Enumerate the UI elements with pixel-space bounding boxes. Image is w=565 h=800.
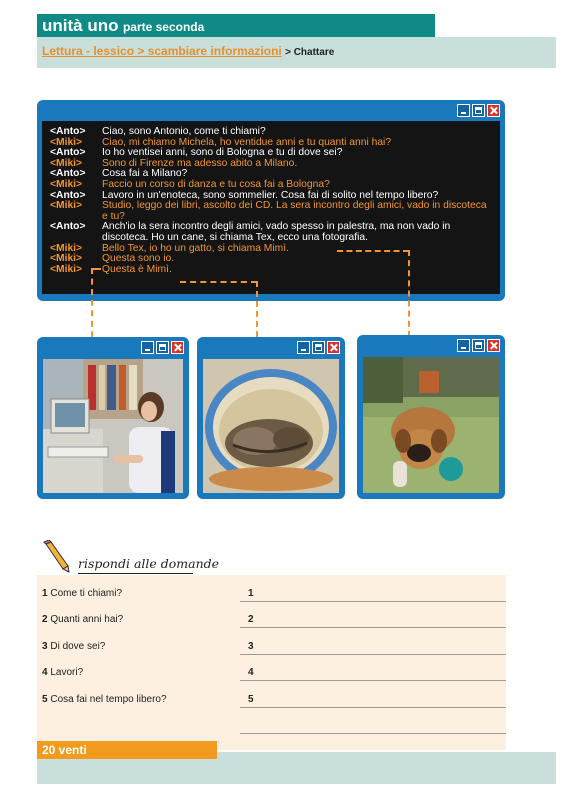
chat-nickname: <Miki> (50, 178, 83, 190)
answer-line[interactable] (240, 601, 506, 602)
chat-text: Io ho ventisei anni, sono di Bologna e tu di dove sei? (102, 147, 343, 159)
chat-message (50, 222, 490, 243)
answer-line[interactable] (240, 733, 506, 734)
pencil-icon (38, 540, 72, 574)
chat-nickname: <Miki> (50, 157, 83, 169)
chat-nickname: <Anto> (50, 168, 86, 180)
photo-window-dog (357, 335, 505, 499)
question-number: 5 (42, 694, 48, 705)
photo-window-cat (197, 337, 345, 499)
chat-nickname: <Anto> (50, 221, 86, 233)
chat-text: Faccio un corso di danza e tu cosa fai a Bologna? (102, 178, 330, 190)
chat-text: Anch'io la sera incontro degli amici, vado spesso in palestra, ma non vado in discoteca. Ho un cane, si chiama Tex, ecco una fotografia. (102, 221, 451, 243)
question-text (42, 614, 123, 625)
connector-line (180, 281, 257, 283)
photo-dog-with-ball (363, 357, 499, 493)
connector-line (91, 268, 93, 348)
connector-line (337, 250, 409, 252)
unit-title-part: parte seconda (122, 20, 205, 34)
window-controls (457, 339, 500, 352)
maximize-icon[interactable] (156, 341, 169, 354)
chat-nickname: <Anto> (50, 189, 86, 201)
question-text (42, 641, 105, 652)
answer-number: 4 (248, 667, 254, 678)
unit-title (42, 14, 204, 37)
chat-message (50, 180, 490, 191)
answer-number: 1 (248, 588, 254, 599)
question-label: Quanti anni hai? (47, 614, 124, 625)
page-number: 20 venti (42, 743, 87, 757)
chat-message (50, 201, 490, 222)
close-icon[interactable] (327, 341, 340, 354)
question-number: 4 (42, 667, 48, 678)
connector-line (91, 268, 101, 270)
photo-girl-at-computer (43, 359, 183, 493)
chat-text: Sono di Firenze ma adesso abito a Milano. (102, 157, 298, 169)
breadcrumb-section: Lettura - lessico > scambiare informazioni (42, 44, 282, 58)
chat-text: Studio, leggo dei libri, ascolto dei CD. La sera incontro degli amici, vado in discoteca e tu? (102, 200, 487, 222)
question-label: Come ti chiami? (47, 588, 123, 599)
chat-nickname: <Miki> (50, 200, 83, 212)
answer-line[interactable] (240, 680, 506, 681)
question-text (42, 667, 83, 678)
photo-cat-in-basket (203, 359, 339, 493)
answer-line[interactable] (240, 707, 506, 708)
chat-text: Cosa fai a Milano? (102, 168, 188, 180)
maximize-icon[interactable] (472, 104, 485, 117)
answer-number: 2 (248, 614, 254, 625)
question-text (42, 588, 122, 599)
question-number: 2 (42, 614, 48, 625)
minimize-icon[interactable] (141, 341, 154, 354)
question-label: Cosa fai nel tempo libero? (47, 694, 167, 705)
question-label: Lavori? (47, 667, 84, 678)
unit-title-main: unità uno (42, 16, 119, 35)
minimize-icon[interactable] (457, 339, 470, 352)
close-icon[interactable] (487, 104, 500, 117)
chat-text: Ciao, mi chiamo Michela, ho ventidue anni e tu quanti anni hai? (102, 136, 392, 148)
chat-text: Lavoro in un'enoteca, sono sommelier. Cosa fai di solito nel tempo libero? (102, 189, 439, 201)
window-controls (457, 104, 500, 117)
chat-nickname: <Anto> (50, 126, 86, 137)
connector-line (408, 250, 410, 347)
question-text (42, 694, 167, 705)
maximize-icon[interactable] (472, 339, 485, 352)
chat-text: Questa è Mimì. (102, 263, 172, 275)
chat-nickname: <Miki> (50, 263, 83, 275)
chat-nickname: <Miki> (50, 242, 83, 254)
title-underline (78, 573, 193, 574)
chat-nickname: <Anto> (50, 147, 86, 159)
question-label: Di dove sei? (47, 641, 106, 652)
answer-line[interactable] (240, 654, 506, 655)
window-controls (297, 341, 340, 354)
questions-title: rispondi alle domande (78, 556, 220, 571)
chat-message (50, 127, 490, 138)
chat-nickname: <Miki> (50, 136, 83, 148)
window-controls (141, 341, 184, 354)
answer-number: 5 (248, 694, 254, 705)
maximize-icon[interactable] (312, 341, 325, 354)
chat-text: Ciao, sono Antonio, come ti chiami? (102, 126, 266, 137)
minimize-icon[interactable] (297, 341, 310, 354)
breadcrumb (42, 44, 334, 58)
question-number: 3 (42, 641, 48, 652)
close-icon[interactable] (171, 341, 184, 354)
chat-message (50, 265, 490, 276)
close-icon[interactable] (487, 339, 500, 352)
question-number: 1 (42, 588, 48, 599)
breadcrumb-current: > Chattare (285, 47, 335, 58)
chat-window (37, 100, 505, 301)
chat-text: Bello Tex, io ho un gatto, si chiama Mimì. (102, 242, 289, 254)
answer-line[interactable] (240, 627, 506, 628)
answer-number: 3 (248, 641, 254, 652)
chat-log (42, 121, 500, 294)
photo-window-girl (37, 337, 189, 499)
chat-messages (50, 127, 490, 275)
chat-nickname: <Miki> (50, 253, 83, 265)
minimize-icon[interactable] (457, 104, 470, 117)
chat-text: Questa sono io. (102, 253, 175, 265)
